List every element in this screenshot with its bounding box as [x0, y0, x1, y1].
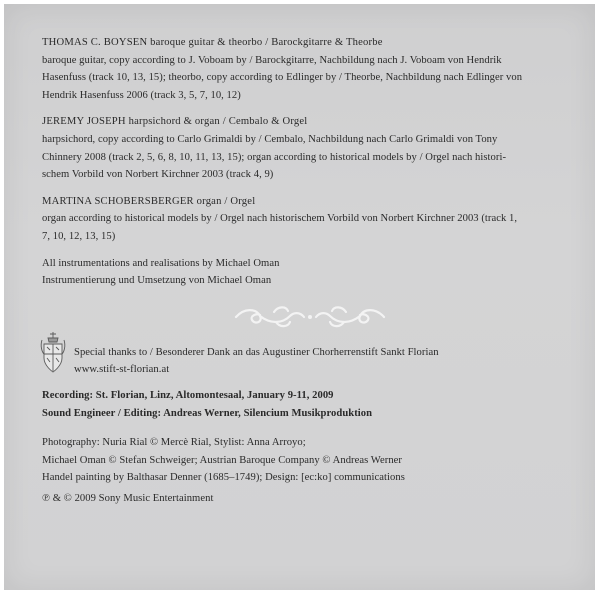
- performer-line: baroque guitar, copy according to J. Voboam by / Barockgitarre, Nachbildung nach J. Voboam von Hendrik: [42, 54, 502, 66]
- performer-line: Hasenfuss (track 10, 13, 15); theorbo, copy according to Edlinger by / Theorbe, Nachbildung nach Edlinger von: [42, 72, 523, 84]
- performer-boysen: [42, 34, 577, 104]
- performer-joseph: [42, 113, 577, 183]
- credit-line: Michael Oman © Stefan Schweiger; Austrian Baroque Company © Andreas Werner: [42, 454, 403, 466]
- credits-content: [42, 34, 577, 516]
- thanks-url[interactable]: www.stift-st-florian.at: [74, 364, 170, 376]
- performer-heading: JEREMY JOSEPH harpsichord & organ / Cembalo & Orgel: [42, 116, 308, 128]
- credit-line: Handel painting by Balthasar Denner (1685–1749); Design: [ec:ko] communications: [42, 472, 405, 484]
- booklet-page: [4, 4, 595, 590]
- special-thanks: [42, 336, 577, 379]
- sound-engineer-line: Sound Engineer / Editing: Andreas Werner, Silencium Musikproduktion: [42, 407, 373, 419]
- abbey-crest-icon: [40, 330, 66, 376]
- credit-line: Photography: Nuria Rial © Mercè Rial, Stylist: Anna Arroyo;: [42, 437, 306, 449]
- performer-line: organ according to historical models by / Orgel nach historischem Vorbild von Norbert Kirchner 2003 (track 1,: [42, 213, 518, 225]
- performer-line: schem Vorbild von Norbert Kirchner 2003 (track 4, 9): [42, 169, 274, 181]
- performer-schobersberger: [42, 193, 577, 246]
- performer-line: harpsichord, copy according to Carlo Grimaldi by / Cembalo, Nachbildung nach Carlo Grimaldi von Tony: [42, 133, 498, 145]
- performer-line: 7, 10, 12, 13, 15): [42, 230, 116, 242]
- performer-heading: THOMAS C. BOYSEN baroque guitar & theorbo / Barockgitarre & Theorbe: [42, 37, 383, 48]
- instrumentation-line: Instrumentierung und Umsetzung von Michael Oman: [42, 275, 272, 287]
- photo-design-credits: [42, 434, 577, 507]
- copyright-notice: ℗ & © 2009 Sony Music Entertainment: [42, 492, 214, 504]
- instrumentation-line: All instrumentations and realisations by Michael Oman: [42, 257, 280, 269]
- performer-line: Hendrik Hasenfuss 2006 (track 3, 5, 7, 10, 12): [42, 89, 241, 101]
- recording-line: Recording: St. Florian, Linz, Altomontesaal, January 9-11, 2009: [42, 389, 334, 401]
- recording-info: [42, 387, 577, 422]
- flourish-ornament: [230, 302, 390, 332]
- thanks-line: Special thanks to / Besonderer Dank an das Augustiner Chorherrenstift Sankt Florian: [74, 346, 439, 358]
- instrumentation-block: [42, 255, 577, 290]
- performer-heading: MARTINA SCHOBERSBERGER organ / Orgel: [42, 195, 256, 207]
- performer-line: Chinnery 2008 (track 2, 5, 6, 8, 10, 11, 13, 15); organ according to historical models by / Orgel nach histori-: [42, 151, 507, 163]
